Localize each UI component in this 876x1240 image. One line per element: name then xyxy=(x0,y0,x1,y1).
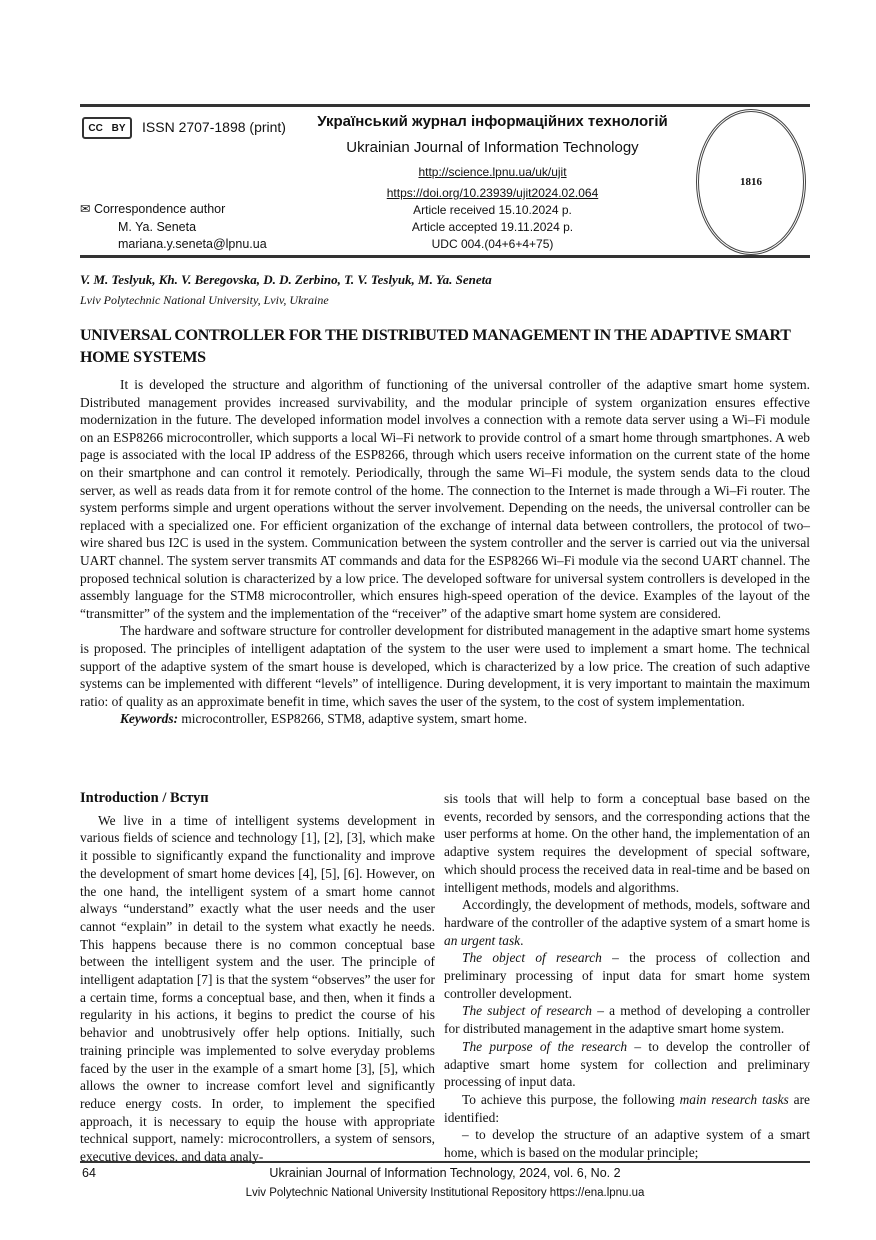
body-paragraph: Accordingly, the development of methods, models, software and hardware of the controller of the adaptive system of a smart home is an urgent task. xyxy=(444,897,810,948)
body-paragraph xyxy=(444,1002,810,1037)
emphasis: The subject of research xyxy=(462,1003,592,1019)
text: – to develop the controller of adaptive smart home system for collection and preliminary processing of input data. xyxy=(444,1038,810,1090)
abstract xyxy=(80,376,810,728)
journal-title-ua: Український журнал інформаційних технологій xyxy=(317,113,668,130)
text: are identified: xyxy=(444,1091,810,1125)
affiliation: Lviv Polytechnic National University, Lviv, Ukraine xyxy=(80,293,329,307)
journal-header xyxy=(80,104,810,258)
section-heading-introduction: Introduction / Вступ xyxy=(80,790,209,806)
body-paragraph: sis tools that will help to form a conceptual base based on the events, recorded by sensors, and the corresponding actions that the user performs at home. On the other hand, the implementation of an adaptive system requires the development of special software, which should process the received data in real-time and be based on intelligent methods, models and algorithms. xyxy=(444,791,810,895)
correspondence-label xyxy=(80,201,225,216)
left-column xyxy=(80,790,435,1166)
footer-repository: Lviv Polytechnic National University Institutional Repository https://ena.lpnu.ua xyxy=(245,1187,645,1199)
text: Accordingly, the development of methods, models, software and hardware of the controller of the adaptive system of a smart home is xyxy=(444,897,810,930)
emphasis: The object of research xyxy=(462,950,602,966)
journal-url-link[interactable]: http://science.lpnu.ua/uk/ujit xyxy=(418,165,567,179)
received-date: Article received 15.10.2024 p. xyxy=(413,203,572,217)
paper-title: UNIVERSAL CONTROLLER FOR THE DISTRIBUTED MANAGEMENT IN THE ADAPTIVE SMART HOME SYSTEMS xyxy=(80,327,791,366)
right-column xyxy=(444,790,810,1162)
emphasis: an urgent task xyxy=(444,932,521,948)
envelope-icon: ✉ xyxy=(80,202,94,216)
authors: V. M. Teslyuk, Kh. V. Beregovska, D. D. Zerbino, T. V. Teslyuk, M. Ya. Seneta xyxy=(80,272,492,287)
emphasis: The purpose of the research xyxy=(462,1038,628,1054)
correspondence-name: M. Ya. Seneta xyxy=(118,220,197,234)
accepted-date: Article accepted 19.11.2024 p. xyxy=(411,220,574,234)
emphasis: main research tasks xyxy=(679,1091,789,1107)
seal-year: 1816 xyxy=(740,176,762,188)
correspondence-text: Correspondence author xyxy=(93,202,226,216)
body-paragraph xyxy=(444,949,810,1002)
by-label: BY xyxy=(111,122,126,134)
body-paragraph xyxy=(444,1091,810,1126)
cc-label: CC xyxy=(88,122,103,134)
text: – a method of developing a controller for distributed management in the adaptive smart home system. xyxy=(444,1003,810,1037)
issn: ISSN 2707-1898 (print) xyxy=(142,119,286,135)
university-seal-logo xyxy=(696,109,806,255)
keywords-text: microcontroller, ESP8266, STM8, adaptive system, smart home. xyxy=(178,711,528,727)
journal-title-en: Ukrainian Journal of Information Technology xyxy=(346,139,639,156)
body-paragraph: – to develop the structure of an adaptive system of a smart home, which is based on the modular principle; xyxy=(444,1127,810,1161)
cc-by-license-icon xyxy=(82,117,132,139)
keywords-label: Keywords: xyxy=(120,711,179,727)
footer-journal: Ukrainian Journal of Information Technology, 2024, vol. 6, No. 2 xyxy=(269,1166,621,1180)
keywords xyxy=(80,710,810,728)
doi-link[interactable]: https://doi.org/10.23939/ujit2024.02.064 xyxy=(386,186,599,200)
body-paragraph: We live in a time of intelligent systems development in various fields of science and technology [1], [2], [3], which make it possible to significantly expand the functionality and improve the development of smart home devices [4], [5], [6]. However, on the one hand, the intelligent system of a smart home cannot always “understand” exactly what the user needs and the user cannot “explain” in detail to the system what exactly he needs. This happens because there is no common conceptual base between the intelligent system and the user. The principle of intelligent adaptation [7] is that the system “observes” the user for a certain time, forms a conceptual base, and then, when it finds a regularity in his actions, it begins to predict the course of his behavior and unobtrusively offer help options. Initially, such training principle was implemented to solve everyday problems faced by the user in the example of a smart home [3], [5], which allows the owner to increase comfort level and significantly reduce energy costs. In order, to implement the specified approach, it is necessary to equip the house with appropriate technical support, namely: microcontrollers, a system of sensors, executive devices, and data analy- xyxy=(80,812,435,1165)
correspondence-email[interactable]: mariana.y.seneta@lpnu.ua xyxy=(118,237,267,251)
footer-rule xyxy=(80,1161,810,1163)
text: To achieve this purpose, the following xyxy=(462,1091,680,1107)
body-paragraph xyxy=(444,1038,810,1091)
udc: UDC 004.(04+6+4+75) xyxy=(431,237,554,251)
page-number: 64 xyxy=(82,1166,96,1180)
abstract-paragraph: The hardware and software structure for controller development for distributed management in the adaptive smart home systems is proposed. The principles of intelligent adaptation of the system to the user were used to implement a smart home. The technical support of the adaptive system of the smart house is developed, which is characterized by a low price. The creation of such adaptive systems can be implemented with different “levels” of intelligence. During development, it is very important to maintain the maximum ratio: of quality as an approximate benefit in time, which saves the user of the system, to the cost of system implementation. xyxy=(80,623,810,709)
text: – the process of collection and preliminary processing of input data for smart home system controller development. xyxy=(444,950,810,1001)
abstract-paragraph: It is developed the structure and algorithm of functioning of the universal controller of the adaptive smart home system. Distributed management provides increased survivability, and the modular principle of system organization ensures effective modernization in the future. The developed information model involves a connection with a remote data server using a Wi–Fi module on an ESP8266 microcontroller, which supports a local Wi–Fi network to provide control of a smart home through smartphones. A web page is associated with the local IP address of the ESP8266, through which users receive information on the current state of the home on their smartphone and can control it remotely. Periodically, through the same Wi–Fi module, the system sends data to the cloud server, as well as reads data from it for remote control of the home. The connection to the Internet is made through a Wi–Fi router. The system performs simple and urgent operations without the server involvement. Depending on the needs, the universal controller can be replaced with a specialized one. For efficient organization of the exchange of internal data between controllers, the protocol of two–wire shared bus I2C is used in the system. Communication between the system controller and the server is carried out via the universal UART channel. The system server transmits AT commands and data for the ESP8266 Wi–Fi module via the second UART channel. The proposed technical solution is characterized by a low price. The developed software for universal system controllers is developed in the assembly language for the STM8 microcontroller, which ensures high-speed operation of the device. Examples of the layout of the “transmitter” of the system and the implementation of the “receiver” of the adaptive smart home system are considered. xyxy=(80,377,810,621)
